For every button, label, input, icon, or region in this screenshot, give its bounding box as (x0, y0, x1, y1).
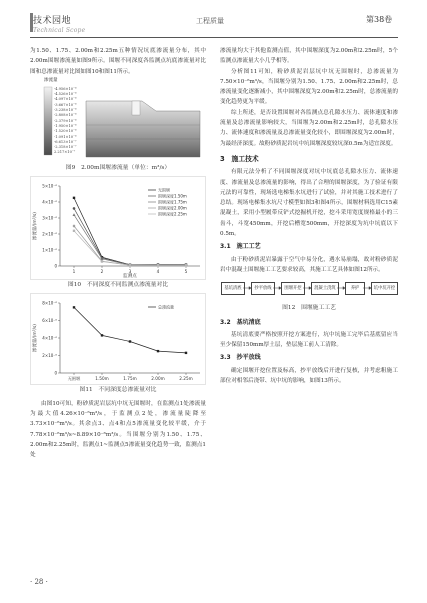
legend-label: -4.097×10⁻⁶ (54, 97, 77, 102)
x-tick-label: 1.50m (95, 376, 109, 382)
page-header (0, 0, 427, 46)
y-tick-label: 2×10⁻⁶ (42, 353, 57, 359)
section-heading-3-3: 3.3 抄平放线 (220, 354, 261, 362)
legend-label: 围堰深度2.25m (158, 211, 187, 217)
data-point (73, 230, 75, 232)
flow-step: 基坑清底 (221, 282, 245, 295)
legend-label: 围堰深度1.50m (158, 193, 187, 199)
y-axis-label: 渗流量/(m³/s) (33, 324, 38, 353)
journal-title-cn: 技术园地 (33, 16, 72, 26)
legend-label: -1.520×10⁻⁶ (54, 129, 77, 134)
data-point (73, 197, 75, 199)
paragraph: 为1.50、1.75、2.00m和2.25m五种情况坑底渗流量分布，其中2.00m围堰渗流量如图9所示。围堰不同深度各监测点坑底渗流量对比图和总渗流量对比图如图10和图11所示。 (30, 48, 206, 75)
page-number: · 28 · (30, 578, 48, 586)
flow-step: 抄平放线 (251, 282, 275, 295)
x-tick-label: 2.25m (179, 376, 193, 382)
figure-10-chart (30, 176, 206, 280)
x-tick-label: 无围堰 (67, 376, 81, 382)
legend-title: 渗流量 (44, 77, 58, 83)
legend-label: 围堰深度2.00m (158, 205, 187, 211)
paragraph: 综上所述，是否设置围堰对各监测点总孔隙水压力、流体速度和渗流量及总渗流量影响较大，当围堰为2.00m和2.25m时，总孔隙水压力、流体速度和渗流量及总渗流量变化较小，即围堰深度为2.00m时，为最经济深度。故粉砂质泥岩坑中坑围堰深度较坑深0.5m为适宜深度。 (220, 109, 398, 147)
figure-11-chart (30, 293, 206, 385)
data-point (73, 307, 75, 309)
flow-step: 坑中坑开挖 (371, 282, 398, 295)
figure-12-caption: 图12 围堰施工工艺 (282, 305, 336, 312)
y-tick-label: 8×10⁻⁶ (42, 300, 57, 306)
paragraph: 渗流量均大于其他监测点值，其中围堰深度为2.00m和2.25m时，5个监测点渗流量大小几乎相等。 (220, 48, 398, 65)
y-tick-label: 1×10⁻⁶ (42, 247, 57, 253)
legend-label: -4.956×10⁻⁶ (54, 86, 77, 91)
legend-label: 无围堰 (158, 187, 170, 193)
journal-name: 工程质量 (196, 17, 224, 25)
section-heading-3-2: 3.2 基坑清底 (220, 318, 261, 326)
legend-label: -3.667×10⁻⁶ (54, 102, 77, 107)
data-point (185, 352, 187, 354)
paragraph: 有限元法分析了不同围堰深度对坑中坑底总孔隙水压力、流体速度、渗流量及总渗流量的影响，得出了合理的围堰深度，为了验证有限元法的可靠性，现场选电梯集水坑进行了试验，并对其施工技术进行了总结。现场电梯集水坑尺寸模型如图3和图4所示，围堰材料选用C15素混凝土，采用小型履带反铲式挖掘机开挖，挖斗采用宽度规格最小的三齿斗，斗宽450mm，开挖后槽宽500mm，开挖深度为坑中坑底以下0.5m。 (220, 169, 398, 238)
x-tick-label: 4 (156, 269, 160, 275)
legend-labels (54, 87, 76, 156)
y-tick-label: 0 (54, 263, 57, 269)
left-column (30, 46, 206, 461)
x-tick-label: 1 (72, 269, 76, 275)
figure-9-caption: 图9 2.00m围堰渗流量（单位：m³/s） (65, 164, 171, 171)
header-rule (30, 37, 398, 38)
legend-label: -1.091×10⁻⁶ (54, 134, 77, 139)
figure-12-flowchart (220, 279, 398, 303)
flow-step: 围堰开挖 (281, 282, 305, 295)
x-tick-label: 1.75m (123, 376, 137, 382)
legend-label: 2.217×10⁻⁷ (54, 150, 76, 155)
section-heading-3: 3 施工技术 (220, 154, 259, 163)
y-axis-label: 渗流量/(m³/s) (33, 212, 38, 241)
legend-colorbar (44, 87, 52, 155)
x-tick-label: 2 (100, 269, 104, 275)
figure-10-caption: 图10 不同深度不同监测点渗流量对比 (67, 282, 169, 289)
legend-label: -2.318×10⁻⁷ (54, 145, 77, 150)
x-tick-label: 5 (184, 269, 188, 275)
legend-label: -2.379×10⁻⁶ (54, 118, 77, 123)
journal-title-en: Technical Scope (33, 27, 86, 34)
data-point (185, 264, 187, 266)
data-point (129, 264, 131, 266)
contour-domain (86, 101, 200, 157)
journal-logo (33, 13, 85, 34)
data-point (101, 261, 103, 263)
paragraph: 由图10可知，粉砂质泥岩层坑中坑无围堰时，在监测点1处渗流量为最大值4.26×10⁻⁶m³/s，于监测点2处，渗流量陡降至3.73×10⁻⁶m³/s。其余点3、点4和点5渗流量变化较平缓，介于7.78×10⁻⁶m³/s~8.89×10⁻⁶m³/s。当围堰分别为1.50、1.75、2.00m和2.25m时，监测点1~监测点5渗流量变化趋势一致，监测点1处 (30, 400, 206, 459)
paragraph: 分析图11可知，粉砂质泥岩层坑中坑无围堰时，总渗流量为7.50×10⁻⁶m³/s，当围堰分别为1.50、1.75、2.00m和2.25m时，总渗流量变化逐渐减小，其中围堰深度为2.00m和2.25m时，总渗流量的变化趋势更为平缓。 (220, 68, 398, 106)
figure-11-caption: 图11 不同深度总渗流量对比 (79, 387, 157, 394)
legend-label: 总渗流量 (158, 304, 174, 310)
figure-9 (30, 79, 206, 163)
y-tick-label: 4×10⁻⁶ (42, 335, 57, 341)
y-tick-label: 4×10⁻⁶ (42, 199, 57, 205)
y-tick-label: 0 (54, 370, 57, 376)
flow-step: 混凝土浇筑 (311, 282, 339, 295)
flow-step: 养护 (345, 282, 365, 295)
y-tick-label: 3×10⁻⁶ (42, 215, 57, 221)
data-point (101, 335, 103, 337)
data-point (157, 264, 159, 266)
right-column (220, 46, 398, 386)
paragraph: 确定围堰开挖位置及标高，抄平放线后开进行复核，并考虑粗施工部位对相邻后浇带、坑中坑的影响，如图13所示。 (220, 367, 398, 385)
data-point (73, 207, 76, 210)
legend-label: -2.808×10⁻⁶ (54, 113, 77, 118)
data-point (129, 341, 131, 343)
legend-label: -3.238×10⁻⁶ (54, 108, 77, 113)
x-axis-label: 监测点 (123, 274, 137, 280)
y-tick-label: 5×10⁻⁶ (42, 183, 57, 189)
volume-label: 第38卷 (366, 15, 393, 24)
legend-label: -1.950×10⁻⁶ (54, 123, 77, 128)
x-tick-label: 3 (128, 269, 132, 275)
legend-label: 围堰深度1.75m (158, 199, 187, 205)
pit-wall (132, 101, 140, 115)
x-tick-label: 2.00m (151, 376, 165, 382)
legend-label: -4.526×10⁻⁶ (54, 92, 77, 97)
y-tick-label: 2×10⁻⁶ (42, 231, 57, 237)
section-heading-3-1: 3.1 施工工艺 (220, 243, 261, 251)
data-point (157, 350, 159, 352)
paragraph: 由于粉砂质泥岩暴露于空气中易分化，遇水易崩塌，故对粉砂质泥岩中混凝土围堰施工工艺要求较高，其施工工艺具体如图12所示。 (220, 256, 398, 273)
legend-label: -6.613×10⁻⁷ (54, 139, 77, 144)
y-tick-label: 6×10⁻⁶ (42, 318, 57, 324)
paragraph: 基坑清底要严格按照开挖方案进行，坑中坑施工完毕后基底留应当至少保留150mm厚土层，垫层施工前人工清除。 (220, 331, 398, 349)
